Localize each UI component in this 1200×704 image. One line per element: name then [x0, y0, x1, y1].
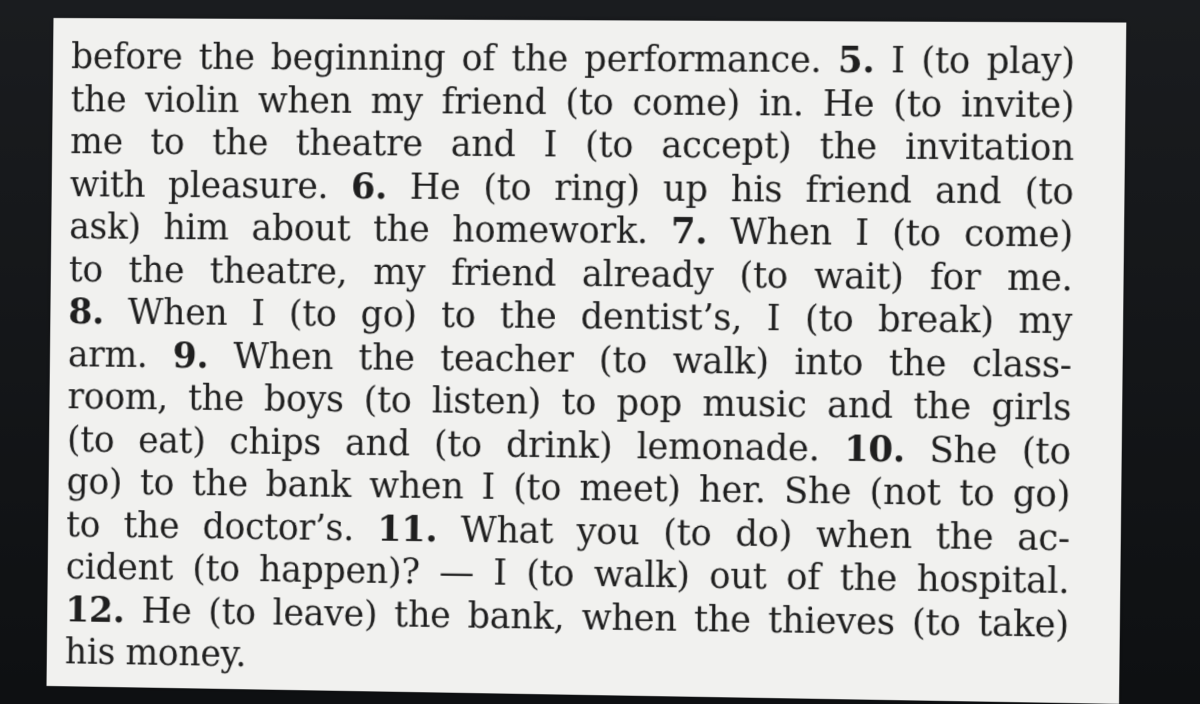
text-line: his money. — [64, 632, 247, 676]
text-line: ask) him about the homework. 7. When I (to come) — [69, 207, 1074, 256]
text-line: 8. When I (to go) to the dentist’s, I (to break) my — [68, 292, 1073, 343]
text-line: cident (to happen)? — I (to walk) out of the hospital. — [65, 547, 1070, 603]
text-line: before the beginning of the performance. 5. I (to play) — [70, 37, 1076, 83]
text-line: the violin when my friend (to come) in. He (to invite) — [70, 79, 1075, 126]
text-line: (to eat) chips and (to drink) lemonade. 10. She (to — [66, 419, 1071, 473]
text-line: room, the boys (to listen) to pop music and the girls — [67, 377, 1072, 429]
textbook-page — [47, 18, 1127, 704]
text-line: to the theatre, my friend already (to wait) for me. — [68, 249, 1073, 300]
text-line: me to the theatre and I (to accept) the invitation — [69, 122, 1075, 170]
text-line: go) to the bank when I (to meet) her. She (not to go) — [66, 462, 1071, 516]
text-line: with pleasure. 6. He (to ring) up his friend and (to — [69, 164, 1074, 213]
text-line: arm. 9. When the teacher (to walk) into the class- — [67, 334, 1072, 386]
text-line: to the doctor’s. 11. What you (to do) when the ac- — [65, 504, 1070, 559]
exercise-text — [65, 36, 1076, 690]
text-line: 12. He (to leave) the bank, when the thieves (to take) — [65, 589, 1070, 646]
